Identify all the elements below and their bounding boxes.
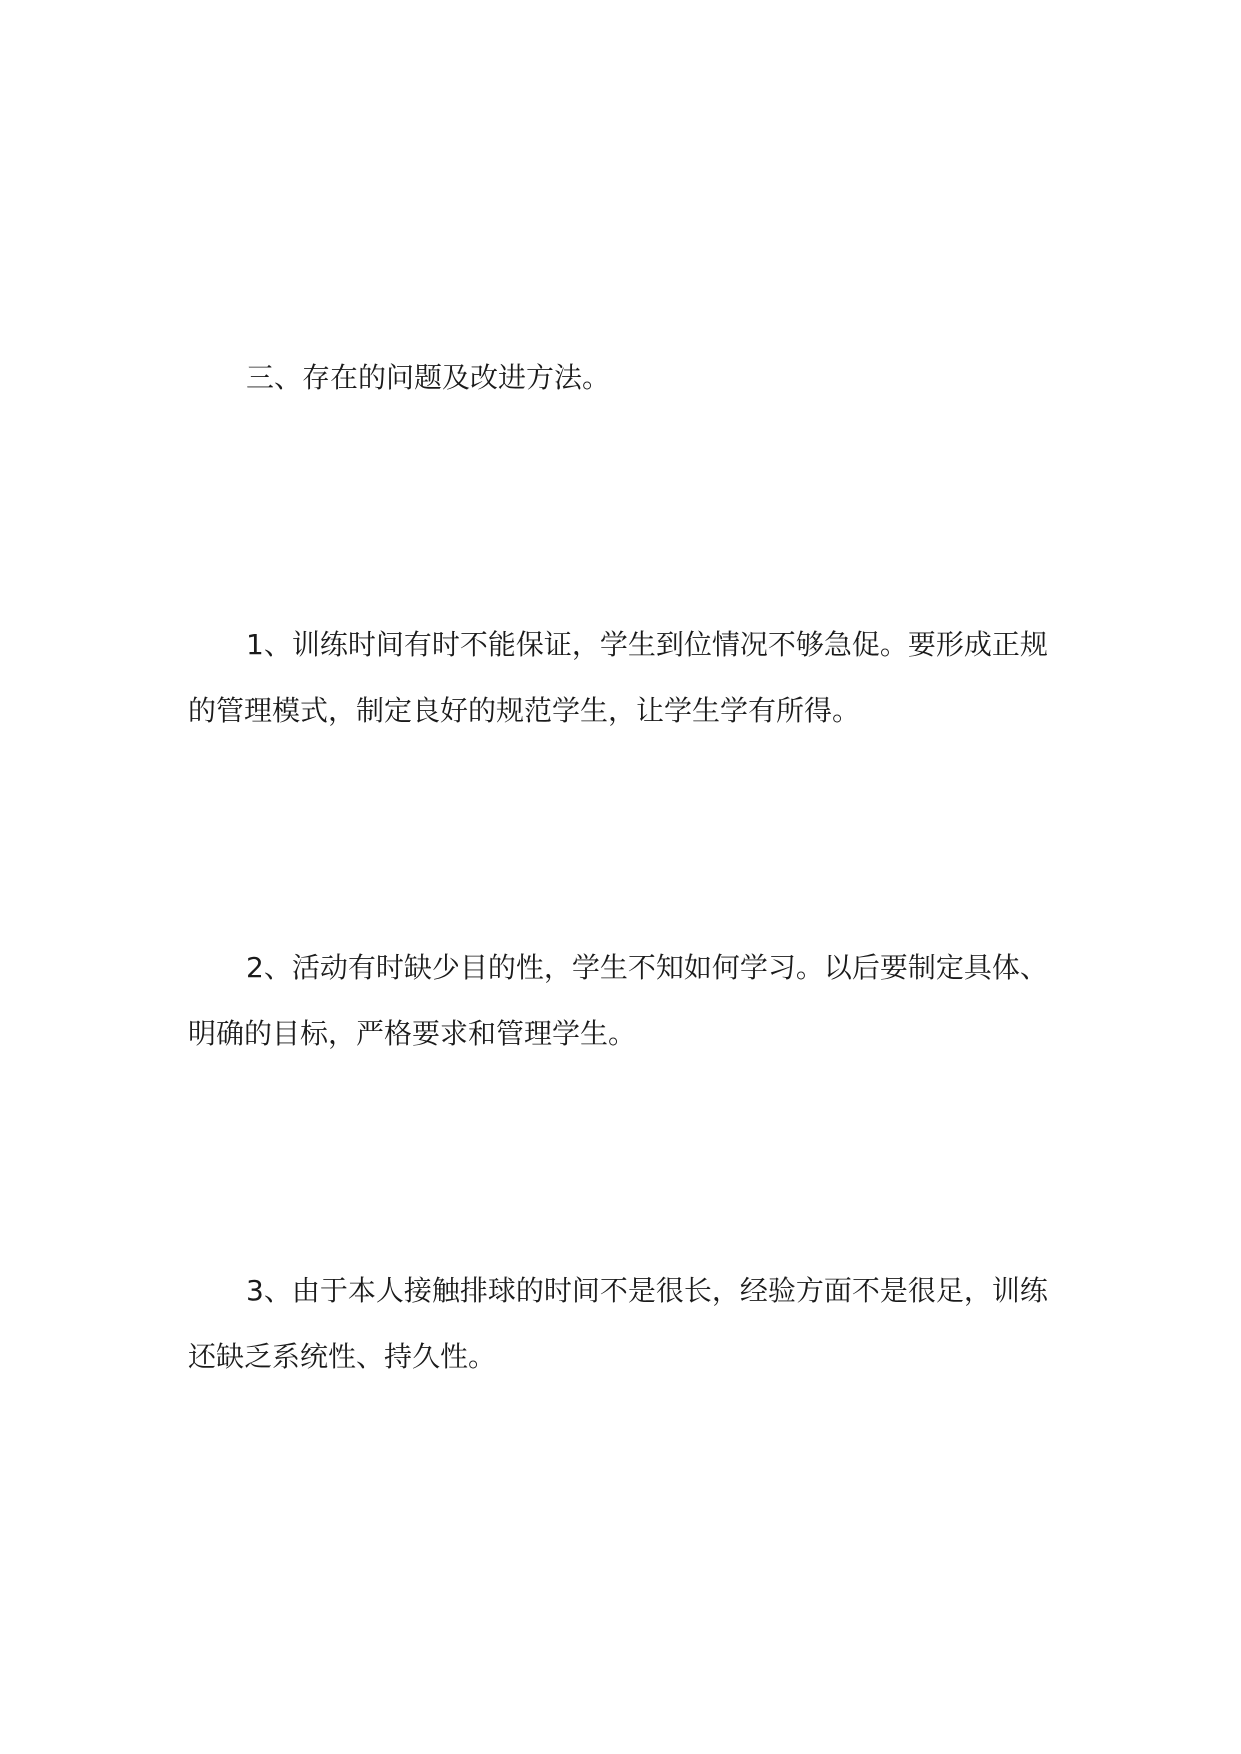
paragraph-2: 2、活动有时缺少目的性，学生不知如何学习。以后要制定具体、明确的目标，严格要求和管理学生。 bbox=[188, 951, 1048, 1050]
paragraph-3: 3、由于本人接触排球的时间不是很长，经验方面不是很足，训练还缺乏系统性、持久性。 bbox=[188, 1274, 1048, 1373]
paragraph-1: 1、训练时间有时不能保证，学生到位情况不够急促。要形成正规的管理模式，制定良好的规范学生，让学生学有所得。 bbox=[188, 628, 1048, 727]
section-heading: 三、存在的问题及改进方法。 bbox=[246, 361, 611, 394]
